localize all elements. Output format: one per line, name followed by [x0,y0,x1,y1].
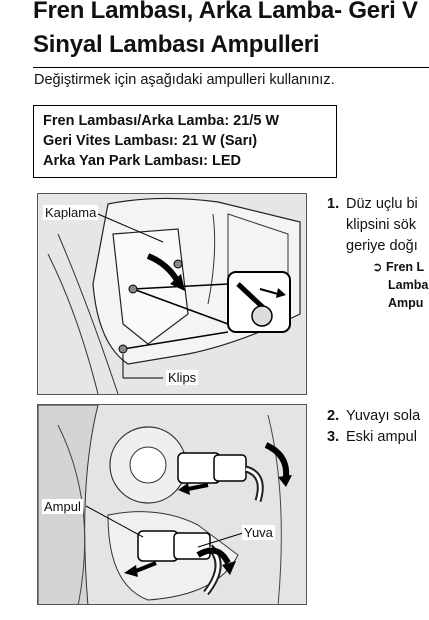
reference-line-2: Lamba [388,278,429,292]
figure-bulb-removal [37,404,307,605]
figure-cover-removal [37,193,307,395]
step-1-line-2-row [346,215,416,236]
step-3-number: 3. [327,429,340,445]
label-clip: Klips [168,370,197,385]
step-2-number: 2. [327,408,340,424]
reference-line-1: Fren L [385,260,425,274]
spec-reverse: Geri Vites Lambası: 21 W (Sarı) [43,133,258,149]
cross-reference [372,258,424,276]
page-title [33,0,418,62]
step-1-line-3-row [346,236,418,257]
bulb-spec-box [33,105,337,178]
reference-arrow-icon: ➲ [372,260,383,274]
label-cover: Kaplama [45,205,97,220]
reference-line-3: Ampu [388,296,424,310]
cross-reference-line-2-row [388,276,428,294]
step-1-line-1: Düz uçlu bi [346,196,418,212]
step-2 [327,406,420,427]
spec-side-marker: Arka Yan Park Lambası: LED [43,153,241,169]
label-socket: Yuva [244,525,273,540]
step-3 [327,427,417,448]
cover-removal-illustration [38,194,307,395]
step-1-number: 1. [327,196,340,212]
title-line-2: Sinyal Lambası Ampulleri [33,31,320,58]
intro-text: Değiştirmek için aşağıdaki ampulleri kullanınız. [34,72,335,88]
step-1 [327,194,418,215]
cross-reference-line-3-row [388,294,423,312]
step-1-line-3: geriye doğı [346,238,418,254]
step-1-line-2: klipsini sök [346,217,417,233]
label-bulb: Ampul [44,499,81,514]
title-line-1: Fren Lambası, Arka Lamba- Geri V [33,0,418,24]
spec-brake-tail: Fren Lambası/Arka Lamba: 21/5 W [43,113,280,129]
title-divider [33,67,429,68]
step-3-text: Eski ampul [346,429,417,445]
step-2-text: Yuvayı sola [346,408,421,424]
